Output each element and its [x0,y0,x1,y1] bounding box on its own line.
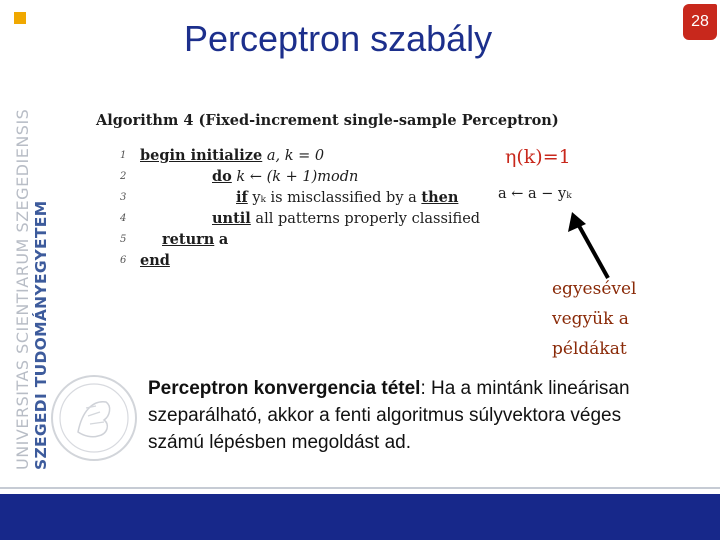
line-number: 6 [120,255,127,266]
statement: k ← (k + 1)modn [236,169,359,185]
eta-annotation: η(k)=1 [505,146,571,168]
keyword: until [212,210,251,227]
update-rule: a ← a − yₖ [498,186,572,202]
side-note-line: vegyük a [552,309,629,329]
keyword: end [140,252,170,269]
statement: all patterns properly classified [255,211,481,227]
line-number: 1 [120,150,127,161]
line-number: 3 [120,192,127,203]
side-note [552,274,637,364]
page-number-badge: 28 [683,4,717,40]
keyword: if [236,189,248,206]
slide-title: Perceptron szabály [184,18,493,59]
brand-square-icon [14,12,26,24]
university-branding [14,109,50,470]
statement: a [218,231,229,248]
university-latin-name: UNIVERSITAS SCIENTIARUM SZEGEDIENSIS [13,108,32,470]
university-seal-icon [48,372,140,464]
keyword: begin initialize [140,147,263,164]
side-note-line: egyesével [552,279,637,299]
line-number: 5 [120,234,127,245]
keyword-then: then [421,189,459,206]
footer-divider [0,487,720,489]
arrow-icon [560,210,620,282]
convergence-theorem [148,375,668,456]
statement: yₖ is misclassified by a [252,190,417,206]
statement: a, k = 0 [266,148,325,164]
line-number: 4 [120,213,127,224]
algorithm-header: Algorithm 4 (Fixed-increment single-sample Perceptron) [96,112,559,129]
theorem-term: Perceptron konvergencia tétel [148,378,421,399]
keyword: return [162,231,215,248]
side-note-line: példákat [552,339,627,359]
keyword: do [212,168,232,185]
footer-bar [0,494,720,540]
theorem-body: : Ha a mintánk lineárisan szeparálható, akkor a fenti algoritmus súlyvektora véges számú lépésben megoldást ad. [148,378,630,453]
line-number: 2 [120,171,127,182]
university-name: SZEGEDI TUDOMÁNYEGYETEM [32,200,50,470]
